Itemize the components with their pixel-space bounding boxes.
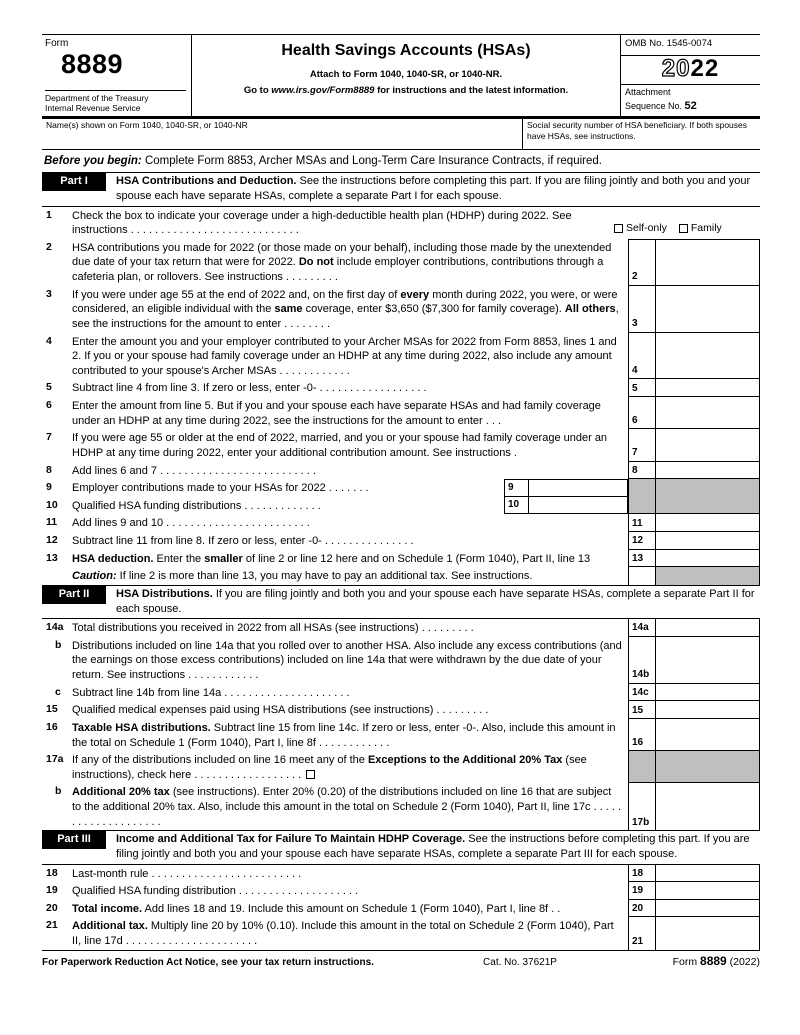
line-5-amount-field[interactable]	[655, 379, 760, 396]
dept-line2: Internal Revenue Service	[45, 103, 141, 114]
line-11-number: 11	[46, 516, 58, 529]
line-16-number: 16	[46, 720, 58, 733]
before-rest: Complete Form 8853, Archer MSAs and Long-Term Care Insurance Contracts, if required.	[141, 155, 602, 167]
family-label: Family	[690, 221, 722, 234]
form-footer	[42, 950, 760, 970]
footer-form-word: Form	[672, 955, 701, 968]
line-13-amount-field[interactable]	[655, 550, 760, 567]
attachment-word: Attachment	[625, 87, 671, 98]
line-9-box-label: 9	[504, 479, 528, 497]
line-16-entry	[628, 719, 760, 751]
part1-header	[42, 172, 760, 206]
form-number-block	[42, 35, 192, 116]
form-number: 8889	[61, 49, 124, 80]
line-6-box-label: 6	[628, 397, 655, 428]
omb-number: OMB No. 1545-0074	[621, 35, 760, 56]
form-header	[42, 34, 760, 119]
line-18-text: Last-month rule . . . . . . . . . . . . . . . . . . . . . . . . .	[72, 867, 302, 880]
line-row-15	[42, 701, 760, 719]
line-13-text: HSA deduction. Enter the smaller of line 2 or line 12 here and on Schedule 1 (Form 1040), Part II, line 13	[72, 552, 591, 565]
line-14c-box-label: 14c	[628, 684, 655, 701]
line-11-box-label: 11	[628, 514, 655, 531]
line-14c-entry	[628, 684, 760, 702]
line-21-box-label: 21	[628, 917, 655, 949]
line-14b-entry	[628, 637, 760, 684]
year-outline: 20	[661, 54, 691, 82]
line-17a-shaded-amtcell	[655, 751, 760, 782]
line-5-entry	[628, 379, 760, 397]
line-3-box-label: 3	[628, 286, 655, 332]
paperwork-notice: For Paperwork Reduction Act Notice, see your tax return instructions.	[42, 956, 374, 968]
line-19-entry	[628, 882, 760, 900]
line-20-number: 20	[46, 901, 58, 914]
line-10-shaded-amtcell	[655, 497, 760, 514]
line-row-2	[42, 239, 760, 286]
line-15-amount-field[interactable]	[655, 701, 760, 718]
taxpayer-info-row	[42, 119, 760, 150]
line-12-amount-field[interactable]	[655, 532, 760, 549]
part1-description	[106, 173, 760, 205]
line-8-text: Add lines 6 and 7 . . . . . . . . . . . . . . . . . . . . . . . . . .	[72, 464, 316, 477]
line-9-shaded-amtcell	[655, 479, 760, 497]
form-word: Form	[45, 38, 69, 49]
self-only-option[interactable]	[614, 222, 667, 236]
line-2-amount-field[interactable]	[655, 240, 760, 285]
line-11-entry	[628, 514, 760, 532]
line-9-number: 9	[46, 481, 52, 494]
line-row-9	[42, 479, 760, 497]
line-row-13	[42, 550, 760, 568]
coverage-options	[610, 207, 760, 239]
caution-amtcell	[655, 567, 760, 585]
line-2-number: 2	[46, 240, 52, 253]
line-4-entry	[628, 333, 760, 380]
line-17b-box-label: 17b	[628, 783, 655, 830]
line-3-entry	[628, 286, 760, 333]
line-2-box-label: 2	[628, 240, 655, 285]
line-row-3	[42, 286, 760, 333]
line-5-text: Subtract line 4 from line 3. If zero or less, enter -0- . . . . . . . . . . . . . . . . . .	[72, 382, 427, 395]
line-17b-text: Additional 20% tax (see instructions). Enter 20% (0.20) of the distributions included on line 16 that are subject to the additional 20% tax. Also, include this amount in the total on Schedule 2 (Form 1040), Part II, line 17c . . . . . . . . . . . . . . . . . . . .	[72, 786, 622, 828]
line-4-amount-field[interactable]	[655, 333, 760, 379]
goto-post: for instructions and the latest information.	[374, 84, 569, 96]
line-10-number: 10	[46, 498, 58, 511]
line-8-entry	[628, 462, 760, 480]
line-14a-amount-field[interactable]	[655, 619, 760, 636]
line-11-amount-field[interactable]	[655, 514, 760, 531]
line-17a-number: 17a	[46, 753, 64, 766]
line-6-number: 6	[46, 399, 52, 412]
line-4-box-label: 4	[628, 333, 655, 379]
line-10-shaded-numcell	[628, 497, 655, 514]
part3-header	[42, 830, 760, 864]
line-14a-number: 14a	[46, 621, 64, 634]
line-14c-amount-field[interactable]	[655, 684, 760, 701]
line-8-amount-field[interactable]	[655, 462, 760, 479]
line-21-entry	[628, 917, 760, 949]
tax-year	[621, 56, 760, 85]
line-10-amount-field[interactable]	[528, 496, 628, 515]
self-only-label: Self-only	[626, 221, 667, 234]
line-12-number: 12	[46, 534, 58, 547]
line-10-box-label: 10	[504, 496, 528, 515]
family-checkbox[interactable]	[679, 224, 688, 233]
line-4-text: Enter the amount you and your employer contributed to your Archer MSAs for 2022 from Form 8853, lines 1 and 2. If you or your spouse had family coverage under an HDHP at any time during 2022, also include any amount contributed to your spouse's Archer MSAs . . . . . . . . . . . .	[72, 335, 617, 377]
line-row-1	[42, 207, 760, 239]
sequence-number: 52	[684, 99, 697, 112]
line-3-number: 3	[46, 287, 52, 300]
ssn-field-label: Social security number of HSA beneficiary. If both spouses have HSAs, see instructions.	[527, 120, 748, 141]
part2-label: Part II	[42, 586, 106, 604]
line-row-12	[42, 532, 760, 550]
caution-numcell	[628, 567, 655, 585]
line-5-number: 5	[46, 381, 52, 394]
line-14a-text: Total distributions you received in 2022 from all HSAs (see instructions) . . . . . . . . .	[72, 622, 474, 635]
line-19-box-label: 19	[628, 882, 655, 899]
line-14c-number: c	[55, 685, 61, 698]
line-21-text: Additional tax. Multiply line 20 by 10% (0.10). Include this amount in the total on Schedule 2 (Form 1040), Part II, line 17d . . . . . . . . . . . . . . . . . . . . . .	[72, 920, 614, 948]
line-17b-amount-field[interactable]	[655, 783, 760, 830]
line-3-amount-field[interactable]	[655, 286, 760, 332]
self-only-checkbox[interactable]	[614, 224, 623, 233]
part3-label: Part III	[42, 831, 106, 849]
line-16-box-label: 16	[628, 719, 655, 750]
line-row-7	[42, 429, 760, 461]
form-title: Health Savings Accounts (HSAs)	[281, 42, 531, 59]
line-14b-box-label: 14b	[628, 637, 655, 683]
line-6-entry	[628, 397, 760, 429]
part2-desc: If you are filing jointly and both you and your spouse each have separate HSAs, complete a separate Part II for each spouse.	[116, 587, 755, 615]
line-17b-number: b	[55, 785, 62, 798]
line-19-text: Qualified HSA funding distribution . . . . . . . . . . . . . . . . . . . .	[72, 885, 359, 898]
line-13-caution-spacer	[42, 567, 72, 585]
footer-form-number: 8889	[700, 953, 727, 968]
family-option[interactable]	[679, 222, 722, 236]
line-15-entry	[628, 701, 760, 719]
line-row-4	[42, 333, 760, 380]
line-11-text: Add lines 9 and 10 . . . . . . . . . . . . . . . . . . . . . . . .	[72, 517, 310, 530]
part1-desc: See the instructions before completing this part. If you are filing jointly and both you and your spouse each have separate HSAs, complete a separate Part I for each spouse.	[116, 175, 751, 202]
omb-block	[620, 35, 760, 116]
line-20-box-label: 20	[628, 900, 655, 917]
line-21-number: 21	[46, 919, 58, 932]
line-15-number: 15	[46, 703, 58, 716]
part3-title: Income and Additional Tax for Failure To Maintain HDHP Coverage.	[116, 833, 466, 846]
line-row-19	[42, 882, 760, 900]
form-footer-id	[620, 954, 760, 970]
part1-label: Part I	[42, 173, 106, 191]
line-21-amount-field[interactable]	[655, 917, 760, 949]
goto-pre: Go to	[243, 84, 272, 96]
attachment-sequence	[621, 85, 760, 116]
line-row-14a	[42, 619, 760, 637]
line-18-number: 18	[46, 866, 58, 879]
line-12-box-label: 12	[628, 532, 655, 549]
line-9-text: Employer contributions made to your HSAs for 2022 . . . . . . .	[72, 482, 369, 495]
part1-title: HSA Contributions and Deduction.	[116, 175, 297, 188]
line-13-caution-text: Caution: If line 2 is more than line 13, you may have to pay an additional tax. See instructions.	[72, 570, 533, 583]
line-1-number: 1	[46, 208, 52, 221]
line-row-8	[42, 462, 760, 480]
line-14b-text: Distributions included on line 14a that you rolled over to another HSA. Also include any excess contributions (and the earnings on those excess contributions) included on line 14a that were withdrawn by the due date of your return. See instructions . . . . . . . . . . . .	[72, 639, 622, 682]
line-13-entry	[628, 550, 760, 568]
line-7-entry	[628, 429, 760, 461]
before-you-begin	[42, 150, 760, 172]
line-17a-text	[72, 751, 628, 783]
line-15-box-label: 15	[628, 701, 655, 718]
line-7-box-label: 7	[628, 429, 655, 460]
line-16-amount-field[interactable]	[655, 719, 760, 750]
line-19-amount-field[interactable]	[655, 882, 760, 899]
line-3-text: If you were under age 55 at the end of 2022 and, on the first day of every month during 2022, you were, or were considered, an eligible individual with the same coverage, enter $3,650 ($7,300 for family coverage). All others, see the instructions for the amount to enter . . . . . . . .	[72, 288, 619, 330]
line-19-number: 19	[46, 884, 58, 897]
line-row-14c	[42, 684, 760, 702]
line-14a-entry	[628, 619, 760, 637]
line-1-text: Check the box to indicate your coverage under a high-deductible health plan (HDHP) during 2022. See instructions . . . . . . . . . . . . . . . . . . . . . . . . . . . .	[72, 209, 572, 237]
line-12-text: Subtract line 11 from line 8. If zero or less, enter -0- . . . . . . . . . . . . . . .	[72, 535, 414, 548]
line-13-box-label: 13	[628, 550, 655, 567]
part2-header	[42, 585, 760, 619]
dept-line1: Department of the Treasury	[45, 92, 149, 103]
line-8-number: 8	[46, 463, 52, 476]
line-2-text: HSA contributions you made for 2022 (or those made on your behalf), including those made by the unextended due date of your tax return that were for 2022. Do not include employer contributions, contributions through a cafeteria plan, or rollovers. See instructions . . . . . . . . .	[72, 241, 612, 284]
name-field[interactable]	[42, 119, 522, 149]
line-8-box-label: 8	[628, 462, 655, 479]
line-18-entry	[628, 865, 760, 883]
footer-form-year: (2022)	[726, 955, 760, 968]
form-title-block	[192, 35, 620, 116]
line-row-6	[42, 397, 760, 429]
line-row-20	[42, 900, 760, 918]
line-16-text: Taxable HSA distributions. Subtract line 15 from line 14c. If zero or less, enter -0-. Also, include this amount in the total on Schedule 1 (Form 1040), Part I, line 8f . . . . . . . . . . . .	[72, 721, 616, 749]
line-12-entry	[628, 532, 760, 550]
line-10-text: Qualified HSA funding distributions . . . . . . . . . . . . .	[72, 499, 321, 512]
year-solid: 22	[690, 54, 720, 82]
department-label	[45, 90, 186, 114]
line-15-text: Qualified medical expenses paid using HSA distributions (see instructions) . . . . . . . . .	[72, 704, 489, 717]
line-4-number: 4	[46, 334, 52, 347]
part3-desc: See the instructions before completing this part. If you are filing jointly and both you and your spouse each have separate HSAs, complete a separate Part III for each spouse.	[116, 833, 750, 860]
line-row-17b	[42, 783, 760, 830]
line-7-amount-field[interactable]	[655, 429, 760, 460]
line-10-shaded-area	[628, 497, 760, 515]
line-9-shaded-numcell	[628, 479, 655, 497]
part2-description	[106, 586, 760, 618]
line-17a-shaded-numcell	[628, 751, 655, 782]
line-18-box-label: 18	[628, 865, 655, 882]
line-row-21	[42, 917, 760, 949]
part3-description	[106, 831, 760, 863]
line-13-caution-row	[42, 567, 760, 585]
line-5-box-label: 5	[628, 379, 655, 396]
line-14c-text: Subtract line 14b from line 14a . . . . . . . . . . . . . . . . . . . . .	[72, 686, 350, 699]
line-row-11	[42, 514, 760, 532]
line-row-17a	[42, 751, 760, 783]
line-row-5	[42, 379, 760, 397]
attach-instruction: Attach to Form 1040, 1040-SR, or 1040-NR.	[309, 69, 503, 81]
line-17b-entry	[628, 783, 760, 830]
goto-instruction	[200, 85, 612, 100]
line-6-text: Enter the amount from line 5. But if you and your spouse each have separate HSAs and had family coverage under an HDHP at any time during 2022, see the instructions for the amount to enter . . .	[72, 400, 601, 427]
line-row-16	[42, 719, 760, 751]
line-17a-label: If any of the distributions included on line 16 meet any of the Exceptions to the Additional 20% Tax (see instructions), check here . . . . . . . . . . . . . . . . . .	[72, 754, 587, 781]
line-7-number: 7	[46, 431, 52, 444]
line-7-text: If you were age 55 or older at the end of 2022, married, and you or your spouse had family coverage under an HDHP at any time during 2022, enter your additional contribution amount. See instructions .	[72, 432, 608, 459]
line-17a-checkbox[interactable]	[306, 770, 315, 779]
sequence-label: Sequence No.	[625, 100, 685, 111]
ssn-field[interactable]	[522, 119, 760, 149]
line-6-amount-field[interactable]	[655, 397, 760, 428]
line-20-entry	[628, 900, 760, 918]
line-9-shaded-area	[628, 479, 760, 497]
line-20-amount-field[interactable]	[655, 900, 760, 917]
line-18-amount-field[interactable]	[655, 865, 760, 882]
line-2-entry	[628, 239, 760, 286]
line-17a-shaded-area	[628, 751, 760, 783]
line-row-10	[42, 497, 760, 515]
line-13-number: 13	[46, 551, 58, 564]
part2-title: HSA Distributions.	[116, 587, 213, 600]
line-13-caution-shaded	[628, 567, 760, 585]
line-14b-number: b	[55, 638, 62, 651]
name-field-label: Name(s) shown on Form 1040, 1040-SR, or 1040-NR	[46, 120, 248, 130]
line-row-14b	[42, 637, 760, 684]
line-14b-amount-field[interactable]	[655, 637, 760, 683]
before-bold: Before you begin:	[44, 155, 142, 167]
catalog-number: Cat. No. 37621P	[483, 956, 557, 968]
line-9-amount-field[interactable]	[528, 479, 628, 497]
line-20-text: Total income. Add lines 18 and 19. Include this amount on Schedule 1 (Form 1040), Part I, line 8f . .	[72, 902, 561, 915]
irs-url: www.irs.gov/Form8889	[271, 84, 375, 96]
line-14a-box-label: 14a	[628, 619, 655, 636]
line-row-18	[42, 865, 760, 883]
